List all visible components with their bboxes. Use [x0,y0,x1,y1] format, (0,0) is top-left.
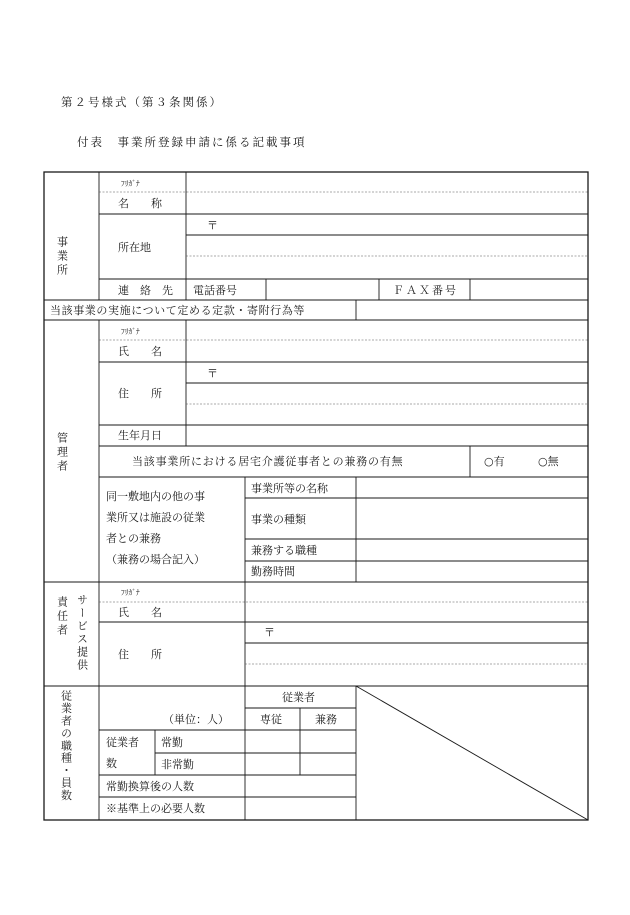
office-phone-label: 電話番号 [193,284,237,297]
manager-section-label: 管理者 [55,432,69,474]
manager-other-concurrent-line-4: （兼務の場合記入） [106,553,205,566]
staff-required-label: ※基準上の必要人数 [106,802,205,815]
service-manager-postal-mark: 〒 [264,626,275,639]
form-subtitle: 付表 事業所登録申請に係る記載事項 [77,135,307,149]
staff-employee-count-line-2: 数 [106,757,117,770]
manager-concurrent-question: 当該事業所における居宅介護従事者との兼務の有無 [132,455,404,468]
office-contact-label: 連 絡 先 [118,284,173,297]
business-type-label: 事業の種類 [251,513,306,526]
office-postal-mark: 〒 [207,219,218,232]
manager-furigana-label: ﾌﾘｶﾞﾅ [121,327,140,336]
staff-employees-header: 従業者 [282,691,315,704]
office-furigana-label: ﾌﾘｶﾞﾅ [121,179,140,188]
staff-employee-count-line-1: 従業者 [106,736,139,749]
office-fax-label: ＦＡＸ番号 [393,284,458,297]
manager-option-no[interactable]: ○無 [538,455,559,468]
service-manager-outer-label: 責任者 [55,596,69,638]
staff-fulltime-label: 常勤 [161,736,183,749]
concurrent-job-label: 兼務する職種 [251,544,317,557]
service-manager-name-label: 氏 名 [118,606,162,619]
service-manager-furigana-label: ﾌﾘｶﾞﾅ [121,588,140,597]
working-hours-label: 勤務時間 [251,565,295,578]
office-address-label: 所在地 [118,241,151,254]
manager-option-yes[interactable]: ○有 [484,455,505,468]
staff-section-label: 従業者の職種・員数 [59,690,73,802]
manager-birthdate-label: 生年月日 [118,429,162,442]
staff-concurrent-header: 兼務 [315,713,337,726]
service-manager-inner-label: サービス提供 [75,594,89,672]
diagonal-strike [356,686,588,820]
form-number: 第２号様式（第３条関係） [61,95,223,109]
staff-fte-label: 常勤換算後の人数 [106,780,194,793]
office-section-label: 事業所 [55,236,69,278]
staff-dedicated-header: 専従 [260,713,282,726]
manager-postal-mark: 〒 [207,367,218,380]
manager-other-concurrent-line-1: 同一敷地内の他の事 [106,490,205,503]
staff-unit-label: （単位：人） [163,713,229,726]
manager-other-concurrent-line-3: 者との兼務 [106,532,161,545]
staff-parttime-label: 非常勤 [161,758,194,771]
facility-name-label: 事業所等の名称 [251,482,328,495]
office-name-label: 名 称 [118,197,162,210]
articles-label: 当該事業の実施について定める定款・寄附行為等 [50,304,305,317]
service-manager-address-label: 住 所 [118,648,162,661]
manager-name-label: 氏 名 [118,345,162,358]
manager-other-concurrent-line-2: 業所又は施設の従業 [106,511,205,524]
manager-address-label: 住 所 [118,387,162,400]
